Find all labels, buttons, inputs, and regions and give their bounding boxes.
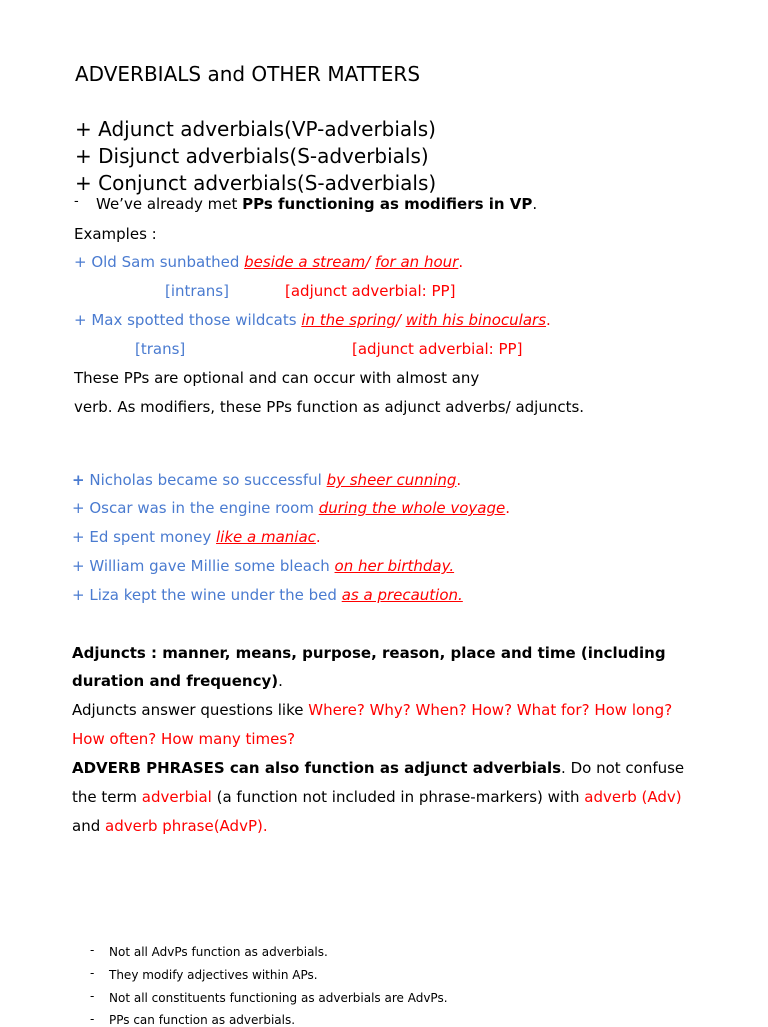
intro-line — [96, 195, 537, 213]
bullet-dash: - — [90, 943, 95, 957]
list-item-plus: + — [72, 528, 85, 546]
list-item-plus: + — [72, 586, 85, 604]
term-prefix: the term — [72, 788, 142, 806]
list-item — [72, 586, 463, 604]
example-1-pp1: beside a stream — [244, 253, 366, 271]
example-1-tag-adjunct: [adjunct adverbial: PP] — [285, 282, 456, 300]
list-item-end: . — [505, 499, 511, 517]
example-1-end: . — [458, 253, 464, 271]
para1-line1: These PPs are optional and can occur with almost any — [74, 369, 480, 387]
heading-conjunct: + Conjunct adverbials(S-adverbials) — [75, 171, 437, 195]
bullet-item: PPs can function as adverbials. — [109, 1013, 296, 1027]
example-1-tag-trans: [intrans] — [165, 282, 229, 300]
list-item-pp: by sheer cunning — [326, 471, 457, 489]
list-item — [72, 499, 510, 517]
adjuncts-bold-text-1: Adjuncts : manner, means, purpose, reason, place and time (including — [72, 644, 666, 662]
para1-line2: verb. As modifiers, these PPs function as adjunct adverbs/ adjuncts. — [74, 398, 585, 416]
and-line — [72, 817, 268, 835]
term-adverbial: adverbial — [141, 788, 212, 806]
list-item-plain: Liza kept the wine under the bed — [84, 586, 342, 604]
list-item-pp: as a precaution. — [341, 586, 463, 604]
example-1-pp2: for an hour — [375, 253, 459, 271]
list-item-plain: Oscar was in the engine room — [84, 499, 319, 517]
list-item-plain: Ed spent money — [84, 528, 217, 546]
bullet-item: Not all AdvPs function as adverbials. — [109, 945, 328, 959]
example-2-sep: / — [395, 311, 406, 329]
list-item-pp: like a maniac — [216, 528, 316, 546]
term-adverb: adverb (Adv) — [584, 788, 682, 806]
intro-suffix: . — [532, 195, 538, 213]
heading-disjunct: + Disjunct adverbials(S-adverbials) — [75, 144, 429, 168]
bullet-item: Not all constituents functioning as adverbials are AdvPs. — [109, 991, 448, 1005]
advp-line — [72, 759, 684, 777]
page-title: ADVERBIALS and OTHER MATTERS — [75, 62, 421, 86]
list-item — [72, 471, 461, 489]
example-2-pp2: with his binoculars — [405, 311, 547, 329]
adjuncts-bold-text-2: duration and frequency) — [72, 672, 279, 690]
list-item-plus: + — [72, 499, 85, 517]
list-item-pp: during the whole voyage — [318, 499, 506, 517]
and-prefix: and — [72, 817, 105, 835]
adjuncts-q-red-1: Where? Why? When? How? What for? How long? — [308, 701, 673, 719]
list-item-plain: William gave Millie some bleach — [84, 557, 335, 575]
examples-label: Examples : — [74, 225, 157, 243]
bullet-dash: - — [90, 989, 95, 1003]
list-item-plus: + — [72, 557, 85, 575]
intro-bold: PPs functioning as modifiers in VP — [242, 195, 533, 213]
example-2-tag-trans: [trans] — [135, 340, 186, 358]
adjuncts-q-prefix: Adjuncts answer questions like — [72, 701, 309, 719]
example-1-plain: + Old Sam sunbathed — [74, 253, 245, 271]
example-2-end: . — [546, 311, 551, 329]
list-item — [72, 528, 321, 546]
list-item-pp: on her birthday. — [334, 557, 455, 575]
bullet-dash: - — [90, 1012, 95, 1026]
intro-prefix: We’ve already met — [96, 195, 243, 213]
list-item-plain: Nicholas became so successful — [84, 471, 327, 489]
list-item-end: . — [315, 528, 321, 546]
heading-adjunct: + Adjunct adverbials(VP-adverbials) — [75, 117, 436, 141]
intro-dash: - — [74, 194, 79, 209]
term-mid: (a function not included in phrase-markers) with — [211, 788, 585, 806]
example-2-plain: + Max spotted those wildcats — [74, 311, 302, 329]
adjuncts-questions-line1 — [72, 701, 672, 719]
list-item-end: . — [456, 471, 462, 489]
advp-rest: . Do not confuse — [561, 759, 685, 777]
and-adverb-phrase: adverb phrase(AdvP). — [105, 817, 268, 835]
term-line — [72, 788, 682, 806]
example-2-tag-adjunct: [adjunct adverbial: PP] — [352, 340, 523, 358]
adjuncts-bold-line2 — [72, 672, 283, 690]
example-2 — [74, 311, 551, 329]
adjuncts-questions-line2: How often? How many times? — [72, 730, 296, 748]
list-item — [72, 557, 454, 575]
adjuncts-bold-line1 — [72, 644, 666, 662]
example-2-pp1: in the spring — [301, 311, 396, 329]
example-1 — [74, 253, 463, 271]
bullet-item: They modify adjectives within APs. — [109, 968, 318, 982]
list-item-plus: + — [72, 471, 85, 489]
adjuncts-bold-end: . — [278, 672, 283, 690]
bullet-dash: - — [90, 966, 95, 980]
advp-bold: ADVERB PHRASES can also function as adjunct adverbials — [72, 759, 562, 777]
example-1-sep: / — [365, 253, 376, 271]
